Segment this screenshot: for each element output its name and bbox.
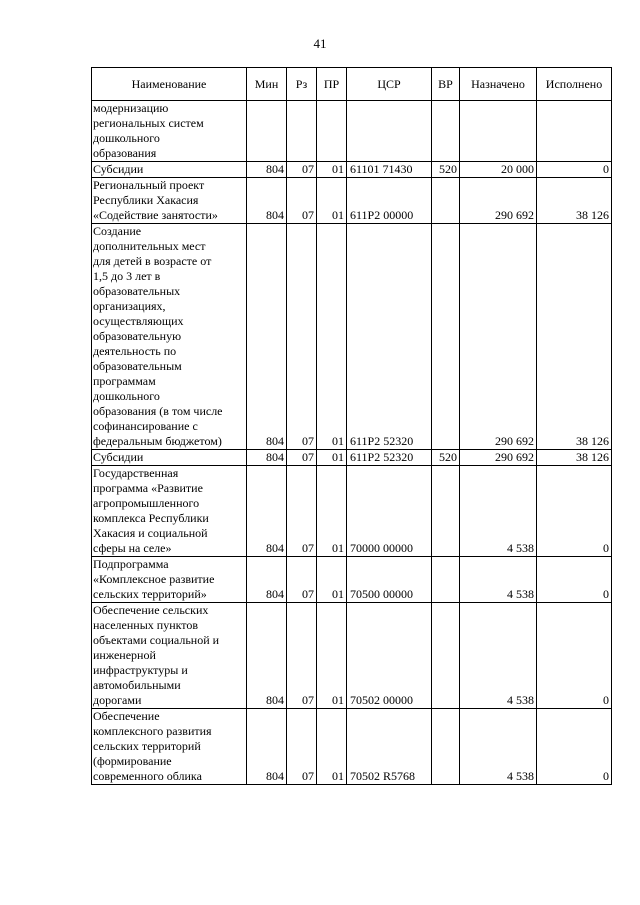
cell-assigned bbox=[460, 101, 537, 162]
cell-executed: 0 bbox=[537, 466, 612, 557]
cell-name bbox=[92, 603, 247, 709]
table-row bbox=[92, 709, 612, 785]
cell-vr: 520 bbox=[432, 450, 460, 466]
name-line: образовательную bbox=[93, 329, 182, 343]
name-line: инженерной bbox=[93, 648, 156, 662]
cell-assigned: 4 538 bbox=[460, 466, 537, 557]
header-name: Наименование bbox=[92, 68, 247, 101]
cell-min: 804 bbox=[247, 224, 287, 450]
cell-assigned: 290 692 bbox=[460, 178, 537, 224]
table-row bbox=[92, 450, 612, 466]
cell-executed: 38 126 bbox=[537, 450, 612, 466]
cell-pr: 01 bbox=[317, 603, 347, 709]
cell-pr: 01 bbox=[317, 557, 347, 603]
cell-vr bbox=[432, 466, 460, 557]
cell-pr: 01 bbox=[317, 224, 347, 450]
name-line: дополнительных мест bbox=[93, 239, 206, 253]
name-line: Создание bbox=[93, 224, 142, 238]
cell-name bbox=[92, 557, 247, 603]
name-line: Субсидии bbox=[93, 450, 144, 464]
name-line: федеральным бюджетом) bbox=[93, 434, 222, 448]
cell-vr bbox=[432, 557, 460, 603]
cell-pr: 01 bbox=[317, 466, 347, 557]
cell-executed: 38 126 bbox=[537, 224, 612, 450]
cell-rz: 07 bbox=[287, 603, 317, 709]
cell-name bbox=[92, 162, 247, 178]
name-line: «Содействие занятости» bbox=[93, 208, 218, 222]
header-csr: ЦСР bbox=[347, 68, 432, 101]
table-row bbox=[92, 224, 612, 450]
cell-csr: 611Р2 52320 bbox=[347, 450, 432, 466]
name-line: региональных систем bbox=[93, 116, 204, 130]
name-line: Государственная bbox=[93, 466, 179, 480]
cell-name bbox=[92, 224, 247, 450]
cell-rz: 07 bbox=[287, 224, 317, 450]
cell-assigned: 290 692 bbox=[460, 224, 537, 450]
cell-rz: 07 bbox=[287, 709, 317, 785]
cell-assigned: 20 000 bbox=[460, 162, 537, 178]
cell-executed: 0 bbox=[537, 162, 612, 178]
cell-pr: 01 bbox=[317, 450, 347, 466]
name-line: «Комплексное развитие bbox=[93, 572, 215, 586]
name-line: организациях, bbox=[93, 299, 166, 313]
name-line: дошкольного bbox=[93, 389, 160, 403]
name-line: образования (в том числе bbox=[93, 404, 223, 418]
page-number: 41 bbox=[313, 36, 327, 51]
name-line: комплекса Республики bbox=[93, 511, 209, 525]
cell-name bbox=[92, 466, 247, 557]
name-line: софинансирование с bbox=[93, 419, 198, 433]
name-line: для детей в возрасте от bbox=[93, 254, 212, 268]
cell-csr bbox=[347, 101, 432, 162]
cell-vr bbox=[432, 709, 460, 785]
table-row bbox=[92, 603, 612, 709]
name-line: автомобильными bbox=[93, 678, 181, 692]
cell-min: 804 bbox=[247, 450, 287, 466]
cell-csr: 70000 00000 bbox=[347, 466, 432, 557]
name-line: объектами социальной и bbox=[93, 633, 220, 647]
name-line: Республики Хакасия bbox=[93, 193, 199, 207]
header-rz: Рз bbox=[287, 68, 317, 101]
table-row bbox=[92, 466, 612, 557]
name-line: деятельность по bbox=[93, 344, 177, 358]
cell-rz bbox=[287, 101, 317, 162]
cell-executed: 0 bbox=[537, 557, 612, 603]
cell-name bbox=[92, 450, 247, 466]
cell-assigned: 290 692 bbox=[460, 450, 537, 466]
header-vr: ВР bbox=[432, 68, 460, 101]
cell-executed: 0 bbox=[537, 709, 612, 785]
budget-table bbox=[91, 67, 612, 785]
cell-pr: 01 bbox=[317, 178, 347, 224]
cell-vr bbox=[432, 101, 460, 162]
table-body bbox=[92, 101, 612, 785]
cell-min: 804 bbox=[247, 466, 287, 557]
header-executed: Исполнено bbox=[537, 68, 612, 101]
cell-csr: 61101 71430 bbox=[347, 162, 432, 178]
name-line: Обеспечение сельских bbox=[93, 603, 209, 617]
cell-vr: 520 bbox=[432, 162, 460, 178]
cell-vr bbox=[432, 224, 460, 450]
cell-min: 804 bbox=[247, 603, 287, 709]
cell-assigned: 4 538 bbox=[460, 557, 537, 603]
table-header-row bbox=[92, 68, 612, 101]
cell-vr bbox=[432, 603, 460, 709]
header-pr: ПР bbox=[317, 68, 347, 101]
cell-name bbox=[92, 178, 247, 224]
cell-name bbox=[92, 709, 247, 785]
cell-rz: 07 bbox=[287, 557, 317, 603]
name-line: сферы на селе» bbox=[93, 541, 172, 555]
name-line: 1,5 до 3 лет в bbox=[93, 269, 161, 283]
name-line: Субсидии bbox=[93, 162, 144, 176]
cell-min bbox=[247, 101, 287, 162]
name-line: образовательных bbox=[93, 284, 181, 298]
name-line: комплексного развития bbox=[93, 724, 212, 738]
cell-assigned: 4 538 bbox=[460, 709, 537, 785]
cell-min: 804 bbox=[247, 178, 287, 224]
cell-min: 804 bbox=[247, 162, 287, 178]
header-assigned: Назначено bbox=[460, 68, 537, 101]
name-line: Региональный проект bbox=[93, 178, 205, 192]
table-row bbox=[92, 557, 612, 603]
name-line: осуществляющих bbox=[93, 314, 184, 328]
name-line: программам bbox=[93, 374, 156, 388]
cell-assigned: 4 538 bbox=[460, 603, 537, 709]
name-line: образования bbox=[93, 146, 157, 160]
name-line: агропромышленного bbox=[93, 496, 200, 510]
name-line: сельских территорий» bbox=[93, 587, 207, 601]
cell-min: 804 bbox=[247, 557, 287, 603]
cell-rz: 07 bbox=[287, 450, 317, 466]
cell-rz: 07 bbox=[287, 162, 317, 178]
cell-csr: 611Р2 00000 bbox=[347, 178, 432, 224]
cell-pr bbox=[317, 101, 347, 162]
name-line: Хакасия и социальной bbox=[93, 526, 208, 540]
name-line: современного облика bbox=[93, 769, 202, 783]
name-line: населенных пунктов bbox=[93, 618, 199, 632]
cell-min: 804 bbox=[247, 709, 287, 785]
name-line: Подпрограмма bbox=[93, 557, 169, 571]
name-line: сельских территорий bbox=[93, 739, 201, 753]
table-row bbox=[92, 101, 612, 162]
cell-executed: 38 126 bbox=[537, 178, 612, 224]
cell-executed: 0 bbox=[537, 603, 612, 709]
name-line: программа «Развитие bbox=[93, 481, 203, 495]
cell-csr: 611Р2 52320 bbox=[347, 224, 432, 450]
cell-vr bbox=[432, 178, 460, 224]
cell-csr: 70500 00000 bbox=[347, 557, 432, 603]
name-line: образовательным bbox=[93, 359, 182, 373]
table-row bbox=[92, 162, 612, 178]
cell-pr: 01 bbox=[317, 709, 347, 785]
cell-rz: 07 bbox=[287, 178, 317, 224]
cell-rz: 07 bbox=[287, 466, 317, 557]
name-line: модернизацию bbox=[93, 101, 169, 115]
name-line: дорогами bbox=[93, 693, 142, 707]
name-line: инфраструктуры и bbox=[93, 663, 188, 677]
table-row bbox=[92, 178, 612, 224]
cell-name bbox=[92, 101, 247, 162]
cell-csr: 70502 00000 bbox=[347, 603, 432, 709]
name-line: (формирование bbox=[93, 754, 172, 768]
cell-executed bbox=[537, 101, 612, 162]
header-min: Мин bbox=[247, 68, 287, 101]
name-line: Обеспечение bbox=[93, 709, 160, 723]
cell-csr: 70502 R5768 bbox=[347, 709, 432, 785]
cell-pr: 01 bbox=[317, 162, 347, 178]
name-line: дошкольного bbox=[93, 131, 160, 145]
